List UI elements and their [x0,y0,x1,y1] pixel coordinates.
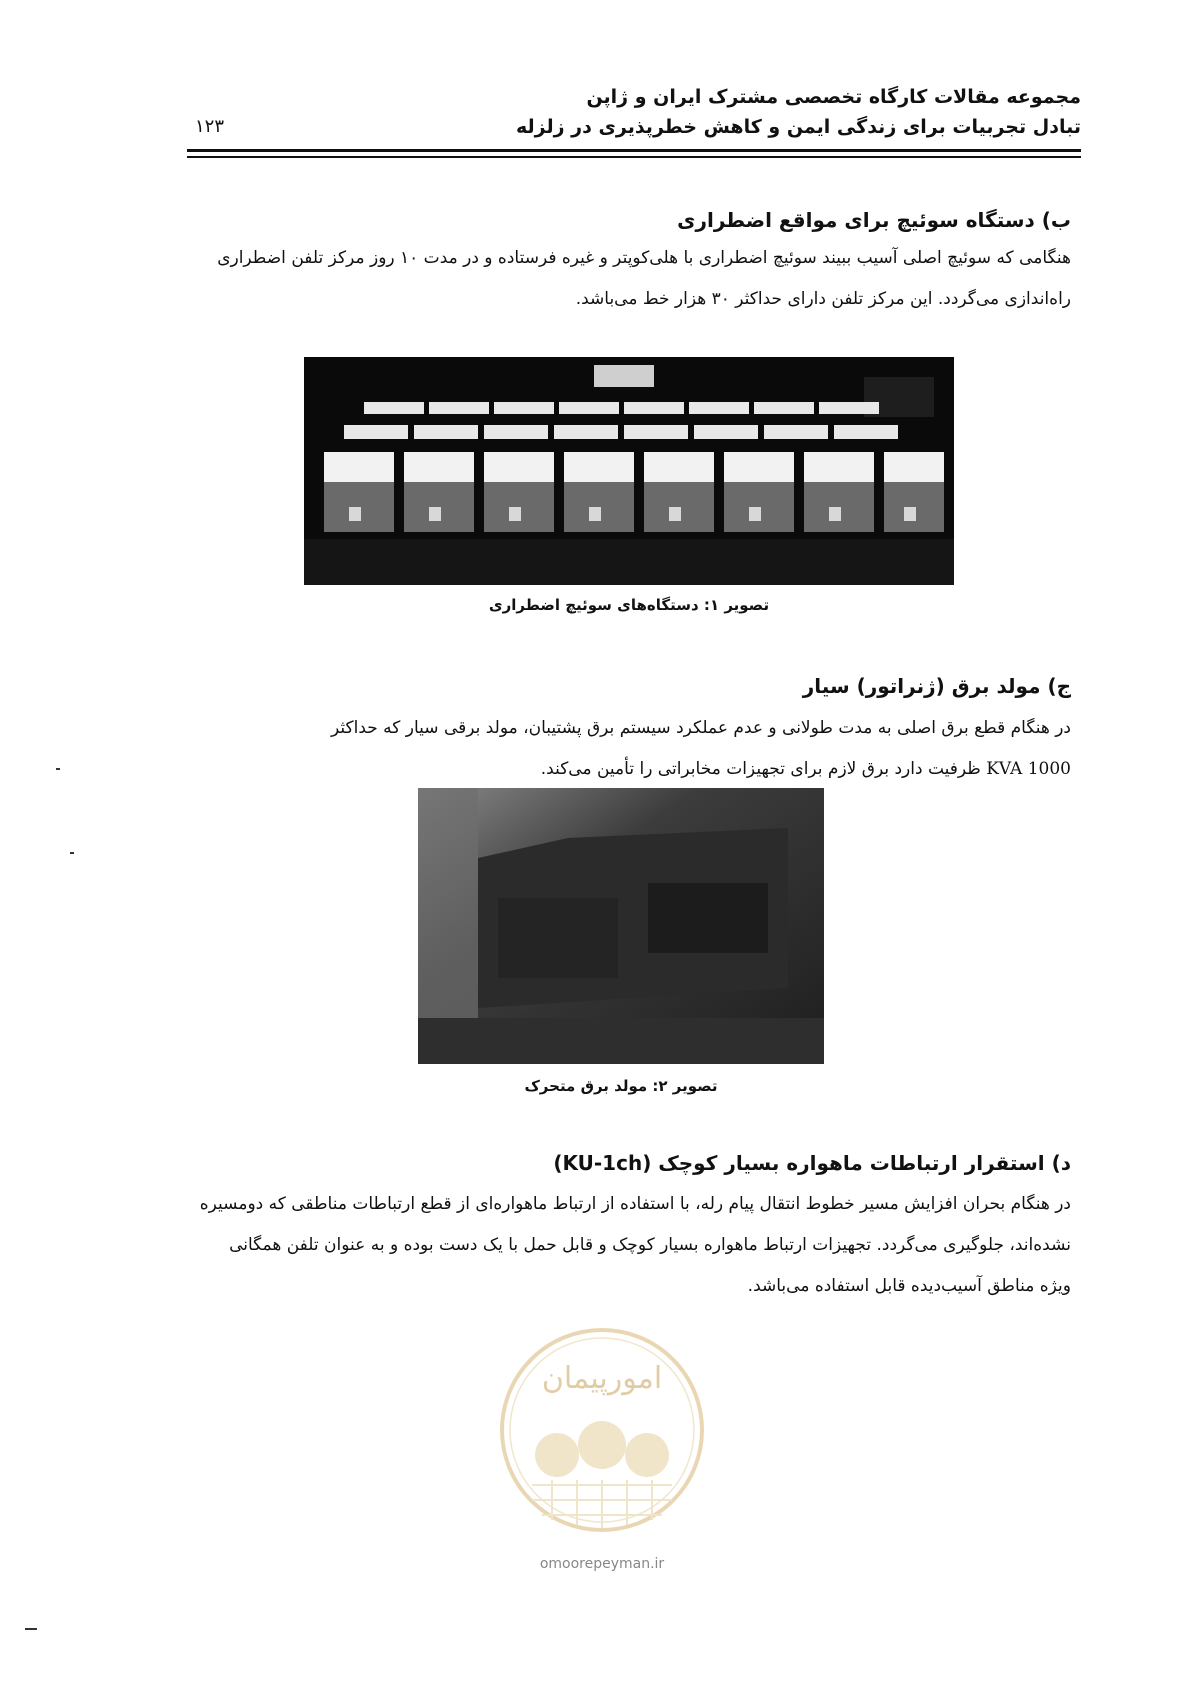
emergency-switch-illustration [304,357,954,585]
capacity-value: 1000 KVA [986,759,1071,779]
journal-title: مجموعه مقالات کارگاه تخصصی مشترک ایران و ژاپن [586,86,1081,108]
emergency-switch-photo [304,357,954,585]
margin-speck [56,768,60,770]
section-b-paragraph [185,238,1071,320]
section-c-line-1: در هنگام قطع برق اصلی به مدت طولانی و عدم عملکرد سیستم برق پشتیبان، مولد برقی سیار که حداکثر [331,718,1071,738]
section-d-paragraph [165,1184,1071,1307]
page-number: ۱۲۳ [195,116,225,137]
section-d-line-3: ویژه مناطق آسیب‌دیده قابل استفاده می‌باشد. [747,1276,1071,1296]
section-c-line-2 [175,749,1071,790]
margin-speck [25,1628,37,1630]
svg-text:امورپیمان: امورپیمان [541,1361,663,1396]
figure-1-caption: تصویر ۱: دستگاه‌های سوئیچ اضطراری [488,596,770,614]
section-c-heading: ج) مولد برق (ژنراتور) سیار [802,674,1071,698]
section-c-line-2-text: ظرفیت دارد برق لازم برای تجهیزات مخابراتی را تأمین می‌کند. [540,759,981,779]
section-b-line-1: هنگامی که سوئیچ اصلی آسیب ببیند سوئیچ اضطراری با هلی‌کوپتر و غیره فرستاده و در مدت ۱۰ روز مرکز تلفن اضطراری [217,248,1071,268]
mobile-generator-photo [418,788,824,1064]
mobile-generator-illustration [418,788,824,1064]
section-d-line-1: در هنگام بحران افزایش مسیر خطوط انتقال پیام رله، با استفاده از ارتباط ماهواره‌ای از قطع ارتباطات مناطقی که دومسیره [199,1194,1071,1214]
section-c-paragraph [175,708,1071,790]
section-d-line-2: نشده‌اند، جلوگیری می‌گردد. تجهیزات ارتباط ماهواره بسیار کوچک و قابل حمل با یک دست بوده و به عنوان تلفن همگانی [229,1235,1071,1255]
section-b-heading: ب) دستگاه سوئیچ برای مواقع اضطراری [677,208,1071,232]
watermark-seal-icon [492,1320,712,1550]
journal-subtitle: تبادل تجربیات برای زندگی ایمن و کاهش خطرپذیری در زلزله [516,116,1081,138]
header-rule-thin [187,156,1081,158]
section-d-heading: د) استقرار ارتباطات ماهواره بسیار کوچک (KU-1ch) [553,1151,1071,1175]
figure-2-caption: تصویر ۲: مولد برق متحرک [524,1077,718,1095]
section-b-line-2: راه‌اندازی می‌گردد. این مرکز تلفن دارای حداکثر ۳۰ هزار خط می‌باشد. [575,289,1071,309]
watermark-site: omoorepeyman.ir [539,1556,665,1572]
watermark-logo [492,1320,712,1550]
header-rule-thick [187,149,1081,152]
margin-speck [70,852,74,854]
